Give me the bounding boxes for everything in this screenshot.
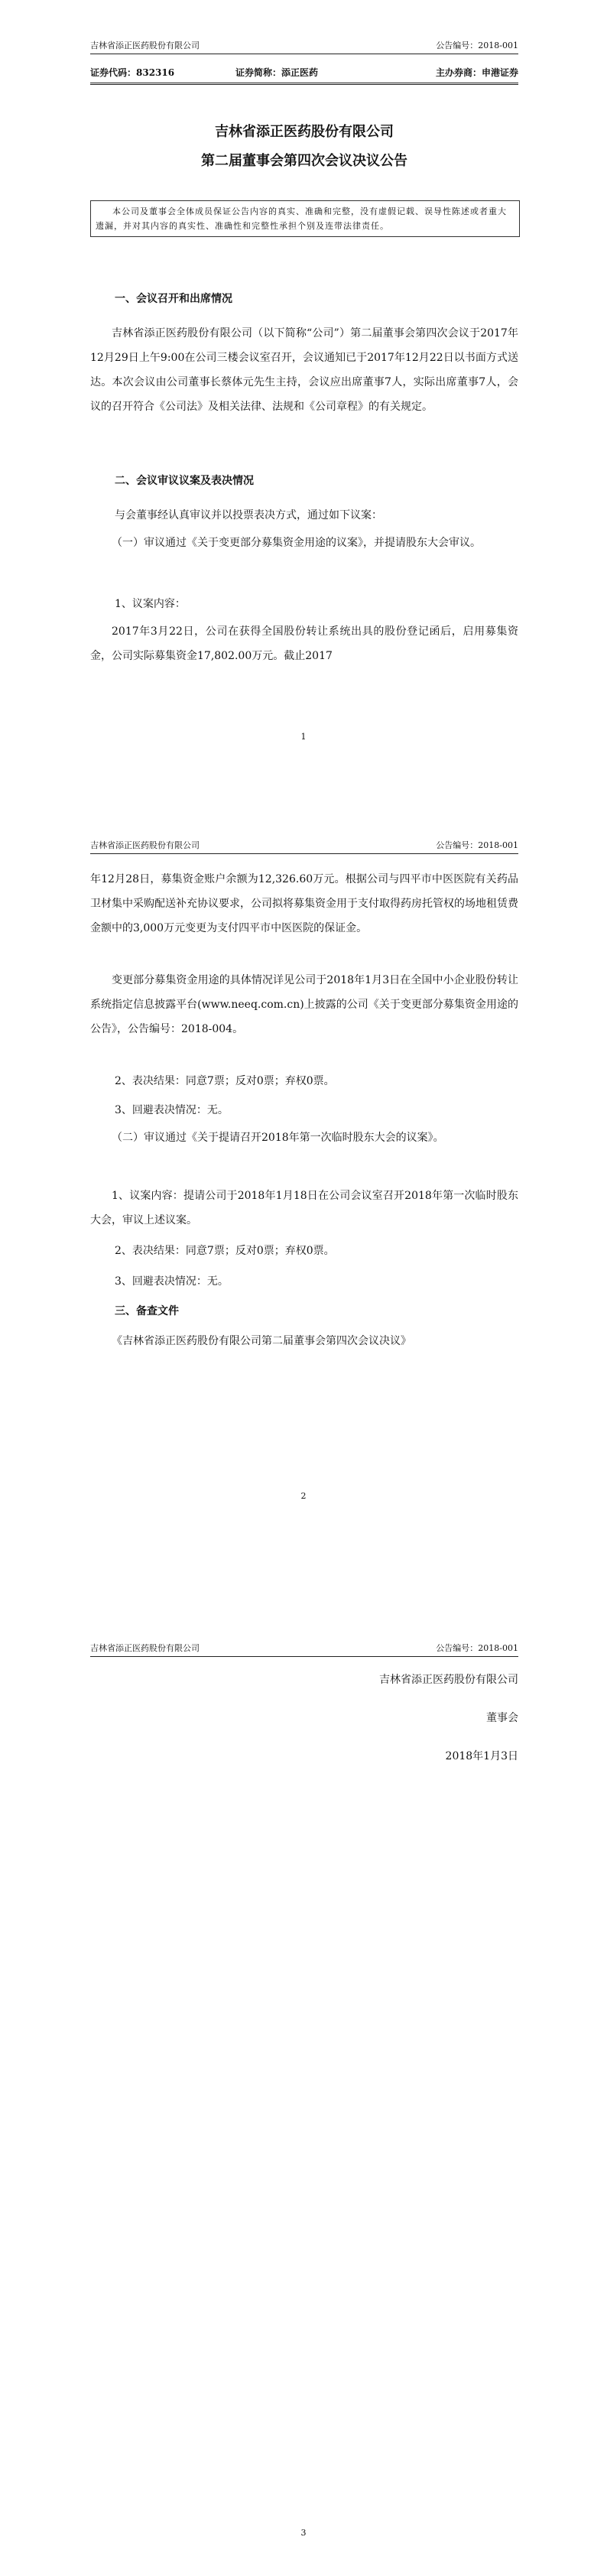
header-notice-no: 公告编号：2018-001: [436, 41, 518, 50]
page-header: [90, 1642, 518, 1657]
section1-paragraph: 吉林省添正医药股份有限公司（以下简称“公司”）第二届董事会第四次会议于2017年12月29日上午9:00在公司三楼会议室召开，会议通知已于2017年12月22日以书面方式送达。本次会议由公司董事长蔡体元先生主持，会议应出席董事7人，实际出席董事7人，会议的召开符合《公司法》及相关法律、法规和《公司章程》的有关规定。: [90, 327, 518, 413]
doc-title-line2: 第二届董事会第四次会议决议公告: [201, 153, 407, 169]
section3-heading: 三、备查文件: [115, 1305, 179, 1317]
item2-content: 1、议案内容：提请公司于2018年1月18日在公司会议室召开2018年第一次临时股东大会，审议上述议案。: [90, 1190, 518, 1226]
item1-avoidance: 3、回避表决情况：无。: [115, 1104, 229, 1116]
item2-avoidance: 3、回避表决情况：无。: [115, 1275, 229, 1288]
doc-title-line1: 吉林省添正医药股份有限公司: [215, 124, 394, 140]
item1-title: （一）审议通过《关于变更部分募集资金用途的议案》，并提请股东大会审议。: [112, 537, 481, 549]
sponsor-broker: 主办券商：申港证券: [435, 67, 518, 78]
section2-intro: 与会董事经认真审议并以投票表决方式，通过如下议案：: [115, 509, 382, 521]
security-short-name: 证券简称：添正医药: [235, 67, 319, 78]
header-company: 吉林省添正医药股份有限公司: [90, 840, 200, 850]
signature-board: 董事会: [486, 1712, 518, 1724]
security-code: 证券代码：832316: [90, 67, 175, 78]
item1-content-p1-continued: 年12月28日，募集资金账户余额为12,326.60万元。根据公司与四平市中医医院有关药品卫材集中采购配送补充协议要求，公司拟将募集资金用于支付取得药房托管权的场地租赁费金额中的3,000万元变更为支付四平市中医医院的保证金。: [90, 873, 518, 934]
header-notice-no: 公告编号：2018-001: [436, 1643, 518, 1653]
disclaimer-box: 本公司及董事会全体成员保证公告内容的真实、准确和完整，没有虚假记载、误导性陈述或者重大遗漏，并对其内容的真实性、准确性和完整性承担个别及连带法律责任。: [90, 200, 520, 237]
page-number-3: 3: [300, 2528, 307, 2538]
page-number-2: 2: [300, 1491, 307, 1501]
item2-title: （二）审议通过《关于提请召开2018年第一次临时股东大会的议案》。: [112, 1132, 444, 1144]
security-info-bar: [90, 64, 518, 85]
item1-content-p1: 2017年3月22日，公司在获得全国股份转让系统出具的股份登记函后，启用募集资金，公司实际募集资金17,802.00万元。截止2017: [90, 625, 518, 662]
signature-date: 2018年1月3日: [445, 1750, 518, 1762]
signature-company: 吉林省添正医药股份有限公司: [379, 1674, 518, 1686]
section2-heading: 二、会议审议议案及表决情况: [115, 475, 254, 487]
item1-content-label: 1、议案内容：: [115, 598, 186, 610]
item1-vote-result: 2、表决结果：同意7票；反对0票；弃权0票。: [115, 1075, 335, 1087]
item2-vote-result: 2、表决结果：同意7票；反对0票；弃权0票。: [115, 1245, 335, 1257]
reference-document: 《吉林省添正医药股份有限公司第二届董事会第四次会议决议》: [112, 1335, 411, 1347]
section1-heading: 一、会议召开和出席情况: [115, 293, 232, 305]
page-header: [90, 40, 518, 54]
header-company: 吉林省添正医药股份有限公司: [90, 41, 200, 50]
header-company: 吉林省添正医药股份有限公司: [90, 1643, 200, 1653]
header-notice-no: 公告编号：2018-001: [436, 840, 518, 850]
page-number-1: 1: [300, 732, 307, 742]
page-header: [90, 840, 518, 854]
item1-content-p2: 变更部分募集资金用途的具体情况详见公司于2018年1月3日在全国中小企业股份转让系统指定信息披露平台(www.neeq.com.cn)上披露的公司《关于变更部分募集资金用途的公告》，公告编号：2018-004。: [90, 974, 518, 1035]
